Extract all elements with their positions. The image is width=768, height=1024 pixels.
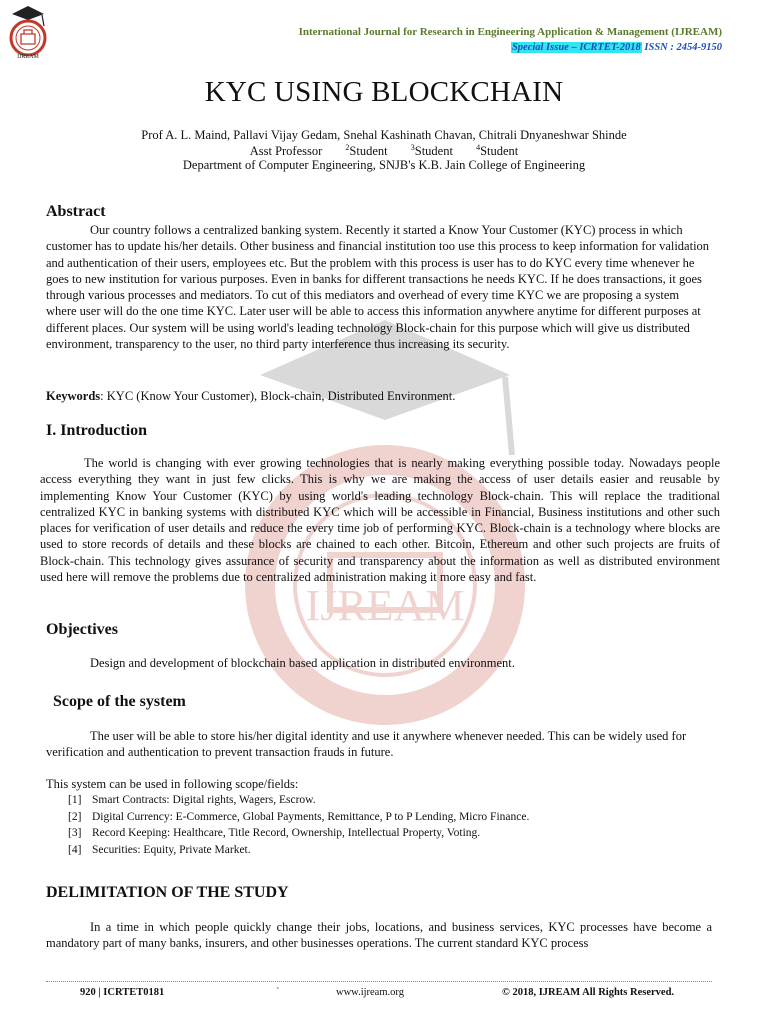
keywords [46, 389, 455, 404]
scope-list [68, 794, 529, 860]
scope-lead: This system can be used in following scope/fields: [46, 777, 299, 791]
keywords-label: Keywords [46, 389, 101, 403]
introduction-heading: I. Introduction [46, 422, 148, 439]
footer-page: 920 | ICRTET0181 [80, 987, 165, 998]
list-item: [2] Digital Currency: E-Commerce, Global Payments, Remittance, P to P Lending, Micro Finance. [68, 810, 530, 823]
journal-name: International Journal for Research in Engineering Application & Management (IJREAM) [298, 26, 722, 38]
logo-text: IJREAM [17, 54, 39, 60]
objectives-heading: Objectives [46, 621, 118, 638]
watermark-text: IJREAM [305, 581, 465, 630]
special-issue: Special Issue – ICRTET-2018 [511, 42, 641, 53]
special-issue-line [511, 42, 722, 53]
footer-tick: ` [276, 987, 280, 998]
journal-logo [4, 4, 52, 60]
list-item: [4] Securities: Equity, Private Market. [68, 843, 251, 856]
paper-title: KYC USING BLOCKCHAIN [204, 76, 564, 108]
role-3: $^3$Student [410, 143, 453, 159]
role-1: Asst Professor [249, 144, 323, 159]
delimitation-heading: DELIMITATION OF THE STUDY [46, 884, 289, 901]
objectives-text: Design and development of blockchain based application in distributed environment. [90, 656, 515, 670]
introduction-text: The world is changing with ever growing technologies that is nearly making everything possible today. Nowadays people access everything they want in just few clicks. This is why we are making the access of user details easier and reusable by implementing Know Your Customer (KYC) by using world's leading technology Block-chain. This will replace the traditional centralized KYC in banking systems with distributed KYC which will be accessible in Financial, Business institutions and other such places for verification of user details and reduce the every time job of performing KYC. Block-chain is a technology where blocks are used to store records of details and these blocks are chained to each other. Bitcoin, Ethereum and other such projects are fruits of Block-chain. This technology gives assurance of security and transparency about the information as well as distributed environment used here will remove the problems due to centralized administration making it more easy and fast. [40, 456, 720, 585]
abstract-text: Our country follows a centralized banking system. Recently it started a Know Your Customer (KYC) process in which customer has to update his/her details. Other business and financial institution too use this process to keep information for validation and authentication of their users, employees etc. But the problem with this process is user has to do KYC every time whenever he goes to new institution for various purposes. Even in banks for different transactions he needs KYC. If he does transactions, it goes through various processes and mediators. To cut of this mediators and overhead of every time KYC we are proposing a system where user will do the one time KYC. Later user will be able to access this information anywhere anytime for different purposes at different places. Our system will be using world's leading technology Block-chain for this purpose which will give us distributed environment, transparency to the user, no third party interference thus increasing its security. [46, 223, 710, 352]
footer-site[interactable]: www.ijream.org [336, 987, 404, 998]
scope-heading: Scope of the system [53, 693, 186, 710]
delimitation-text: In a time in which people quickly change their jobs, locations, and business services, KYC processes have become a mandatory part of many banks, insurers, and other businesses operations. The current standard KYC process [46, 920, 712, 951]
footer-divider [46, 981, 712, 982]
role-4: $^4$Student [476, 143, 519, 159]
footer-copyright: © 2018, IJREAM All Rights Reserved. [502, 987, 675, 998]
department: Department of Computer Engineering, SNJB's K.B. Jain College of Engineering [182, 158, 586, 172]
role-2: $^2$Student [345, 143, 388, 159]
list-item: [3] Record Keeping: Healthcare, Title Record, Ownership, Intellectual Property, Voting. [68, 827, 481, 839]
author-roles [0, 143, 768, 159]
issn: ISSN : 2454-9150 [644, 42, 722, 53]
abstract-heading: Abstract [46, 203, 106, 220]
keywords-text: : KYC (Know Your Customer), Block-chain, Distributed Environment. [100, 389, 456, 403]
author-list: Prof A. L. Maind, Pallavi Vijay Gedam, Snehal Kashinath Chavan, Chitrali Dnyaneshwar Shinde [141, 128, 627, 142]
scope-text: The user will be able to store his/her digital identity and use it anywhere whenever needed. This can be widely used for verification and authentication to prevent transaction frauds in future. [46, 729, 687, 760]
list-item: [1] Smart Contracts: Digital rights, Wagers, Escrow. [68, 794, 316, 806]
